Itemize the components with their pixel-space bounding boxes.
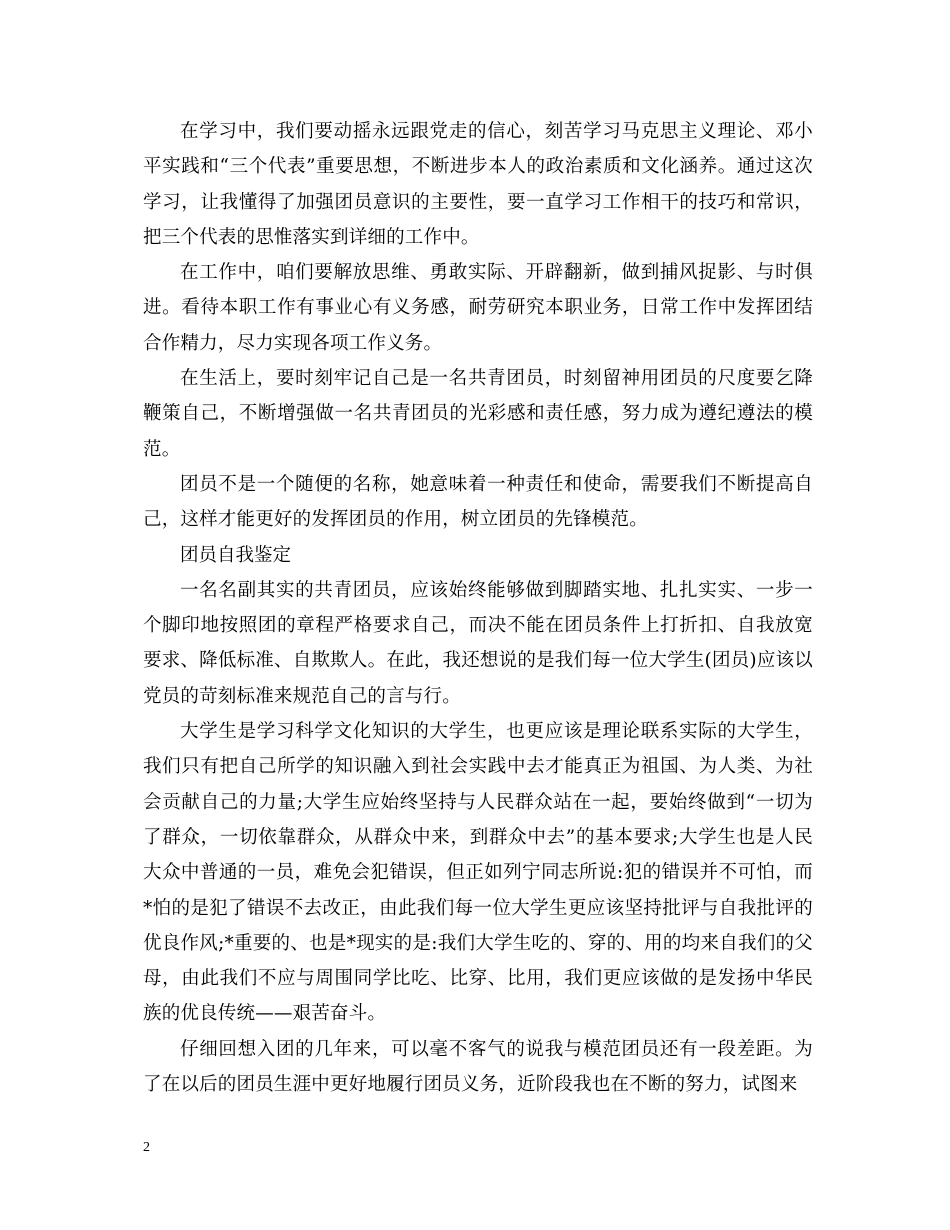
section-heading: 团员自我鉴定 [180, 544, 292, 566]
paragraph: 在工作中，咱们要解放思维、勇敢实际、开辟翻新，做到捕风捉影、与时俱进。看待本职工作有事业心有义务感，耐劳研究本职业务，日常工作中发挥团结合作精力，尽力实现各项工作义务。 [143, 262, 813, 354]
paragraph: 团员不是一个随便的名称，她意味着一种责任和使命，需要我们不断提高自己，这样才能更好的发挥团员的作用，树立团员的先锋模范。 [143, 473, 813, 531]
paragraph: 在生活上，要时刻牢记自己是一名共青团员，时刻留神用团员的尺度要乞降鞭策自己，不断增强做一名共青团员的光彩感和责任感，努力成为遵纪遵法的模范。 [143, 368, 813, 460]
paragraph: 大学生是学习科学文化知识的大学生，也更应该是理论联系实际的大学生，我们只有把自己所学的知识融入到社会实践中去才能真正为祖国、为人类、为社会贡献自己的力量;大学生应始终坚持与人民群众站在一起，要始终做到“一切为了群众，一切依靠群众，从群众中来，到群众中去”的基本要求;大学生也是人民大众中普通的一员，难免会犯错误，但正如列宁同志所说:犯的错误并不可怕，而*怕的是犯了错误不去改正，由此我们每一位大学生更应该坚持批评与自我批评的优良作风;*重要的、也是*现实的是:我们大学生吃的、穿的、用的均来自我们的父母，由此我们不应与周围同学比吃、比穿、比用，我们更应该做的是发扬中华民族的优良传统——艰苦奋斗。 [143, 721, 813, 1025]
paragraph: 在学习中，我们要动摇永远跟党走的信心，刻苦学习马克思主义理论、邓小平实践和“三个代表”重要思想，不断进步本人的政治素质和文化涵养。通过这次学习，让我懂得了加强团员意识的主要性，要一直学习工作相干的技巧和常识，把三个代表的思惟落实到详细的工作中。 [143, 121, 813, 248]
document-body [143, 114, 813, 1102]
paragraph: 仔细回想入团的几年来，可以毫不客气的说我与模范团员还有一段差距。为了在以后的团员生涯中更好地履行团员义务，近阶段我也在不断的努力，试图来 [143, 1038, 813, 1096]
paragraph: 一名名副其实的共青团员，应该始终能够做到脚踏实地、扎扎实实、一步一个脚印地按照团的章程严格要求自己，而决不能在团员条件上打折扣、自我放宽要求、降低标准、自欺欺人。在此，我还想说的是我们每一位大学生(团员)应该以党员的苛刻标准来规范自己的言与行。 [143, 579, 813, 707]
page-number: 2 [143, 1140, 150, 1155]
